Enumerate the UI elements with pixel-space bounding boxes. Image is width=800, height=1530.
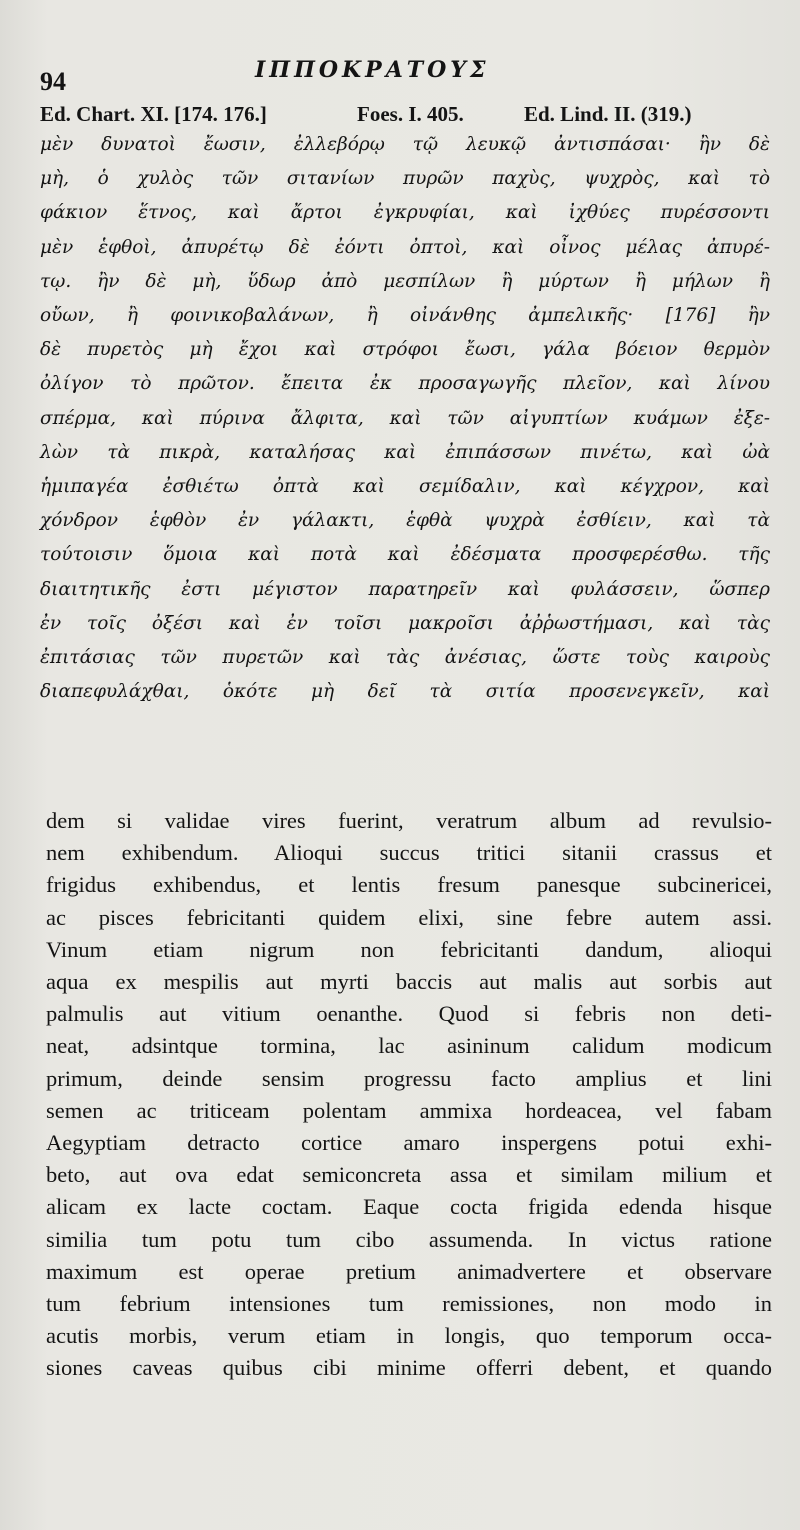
latin-line: tum febrium intensiones tum remissiones, non modo in xyxy=(46,1291,772,1317)
latin-line: alicam ex lacte coctam. Eaque cocta frigida edenda hisque xyxy=(46,1194,772,1220)
greek-line: μὲν δυνατοὶ ἔωσιν, ἐλλεβόρῳ τῷ λευκῷ ἀντισπάσαι· ἢν δὲ xyxy=(40,134,770,155)
greek-line: μὴ, ὁ χυλὸς τῶν σιτανίων πυρῶν παχὺς, ψυχρὸς, καὶ τὸ xyxy=(40,168,770,190)
latin-line: siones caveas quibus cibi minime offerri debent, et quando xyxy=(46,1355,772,1381)
latin-line: Vinum etiam nigrum non febricitanti dandum, alioqui xyxy=(46,936,772,962)
greek-line: δὲ πυρετὸς μὴ ἔχοι καὶ στρόφοι ἔωσι, γάλα βόειον θερμὸν xyxy=(40,339,770,361)
running-title: ΙΠΠΟΚΡΑΤΟΥΣ xyxy=(255,57,490,83)
greek-line: διαπεφυλάχθαι, ὁκότε μὴ δεῖ τὰ σιτία προσενεγκεῖν, καὶ xyxy=(40,681,770,703)
edition-chart-reference: Ed. Chart. XI. [174. 176.] xyxy=(40,102,267,126)
greek-line: ἐν τοῖς ὀξέσι καὶ ἐν τοῖσι μακροῖσι ἀῤῥωστήμασι, καὶ τὰς xyxy=(40,612,770,634)
greek-line: οὔων, ἢ φοινικοβαλάνων, ἢ οἰνάνθης ἀμπελικῆς· [176] ἢν xyxy=(40,305,770,327)
greek-line: μὲν ἑφθοὶ, ἀπυρέτῳ δὲ ἐόντι ὀπτοὶ, καὶ οἶνος μέλας ἀπυρέ- xyxy=(40,236,770,258)
greek-line: τῳ. ἢν δὲ μὴ, ὕδωρ ἀπὸ μεσπίλων ἢ μύρτων ἢ μήλων ἢ xyxy=(40,270,770,292)
greek-line: φάκιον ἕτνος, καὶ ἄρτοι ἐγκρυφίαι, καὶ ἰχθύες πυρέσσοντι xyxy=(40,202,770,224)
latin-line: semen ac triticeam polentam ammixa hordeacea, vel fabam xyxy=(46,1097,772,1123)
latin-text-block xyxy=(46,805,772,1385)
latin-line: maximum est operae pretium animadvertere et observare xyxy=(46,1258,772,1284)
page-number: 94 xyxy=(40,67,66,96)
page-header xyxy=(40,55,780,95)
greek-text-block xyxy=(40,128,770,709)
greek-line: ὀλίγον τὸ πρῶτον. ἔπειτα ἐκ προσαγωγῆς πλεῖον, καὶ λίνου xyxy=(40,373,770,395)
latin-line: primum, deinde sensim progressu facto amplius et lini xyxy=(46,1065,772,1091)
latin-line: similia tum potu tum cibo assumenda. In victus ratione xyxy=(46,1226,772,1252)
latin-line: beto, aut ova edat semiconcreta assa et similam milium et xyxy=(46,1162,772,1188)
greek-line: ἡμιπαγέα ἐσθιέτω ὀπτὰ καὶ σεμίδαλιν, καὶ κέγχρον, καὶ xyxy=(40,476,770,498)
edition-foes-reference: Foes. I. 405. xyxy=(357,102,464,126)
latin-line: ac pisces febricitanti quidem elixi, sine febre autem assi. xyxy=(46,904,772,930)
latin-line: palmulis aut vitium oenanthe. Quod si febris non deti- xyxy=(46,1001,772,1027)
greek-line: διαιτητικῆς ἐστι μέγιστον παρατηρεῖν καὶ φυλάσσειν, ὥσπερ xyxy=(40,578,770,600)
greek-line: λὼν τὰ πικρὰ, καταλήσας καὶ ἐπιπάσσων πινέτω, καὶ ὠὰ xyxy=(40,441,770,463)
latin-line: neat, adsintque tormina, lac asininum calidum modicum xyxy=(46,1033,772,1059)
greek-line: τούτοισιν ὅμοια καὶ ποτὰ καὶ ἐδέσματα προσφερέσθω. τῆς xyxy=(40,544,770,566)
latin-line: frigidus exhibendus, et lentis fresum panesque subcinericei, xyxy=(46,872,772,898)
latin-line: aqua ex mespilis aut myrti baccis aut malis aut sorbis aut xyxy=(46,969,772,995)
greek-line: ἐπιτάσιας τῶν πυρετῶν καὶ τὰς ἀνέσιας, ὥστε τοὺς καιροὺς xyxy=(40,647,770,669)
latin-line: nem exhibendum. Alioqui succus tritici sitanii crassus et xyxy=(46,840,772,866)
edition-lind-reference: Ed. Lind. II. (319.) xyxy=(524,102,692,126)
latin-line: dem si validae vires fuerint, veratrum album ad revulsio- xyxy=(46,808,772,833)
greek-line: χόνδρον ἑφθὸν ἐν γάλακτι, ἑφθὰ ψυχρὰ ἐσθίειν, καὶ τὰ xyxy=(40,510,770,532)
greek-line: σπέρμα, καὶ πύρινα ἄλφιτα, καὶ τῶν αἰγυπτίων κυάμων ἐξε- xyxy=(40,407,770,429)
latin-line: Aegyptiam detracto cortice amaro inspergens potui exhi- xyxy=(46,1130,772,1156)
latin-line: acutis morbis, verum etiam in longis, quo temporum occa- xyxy=(46,1323,772,1349)
